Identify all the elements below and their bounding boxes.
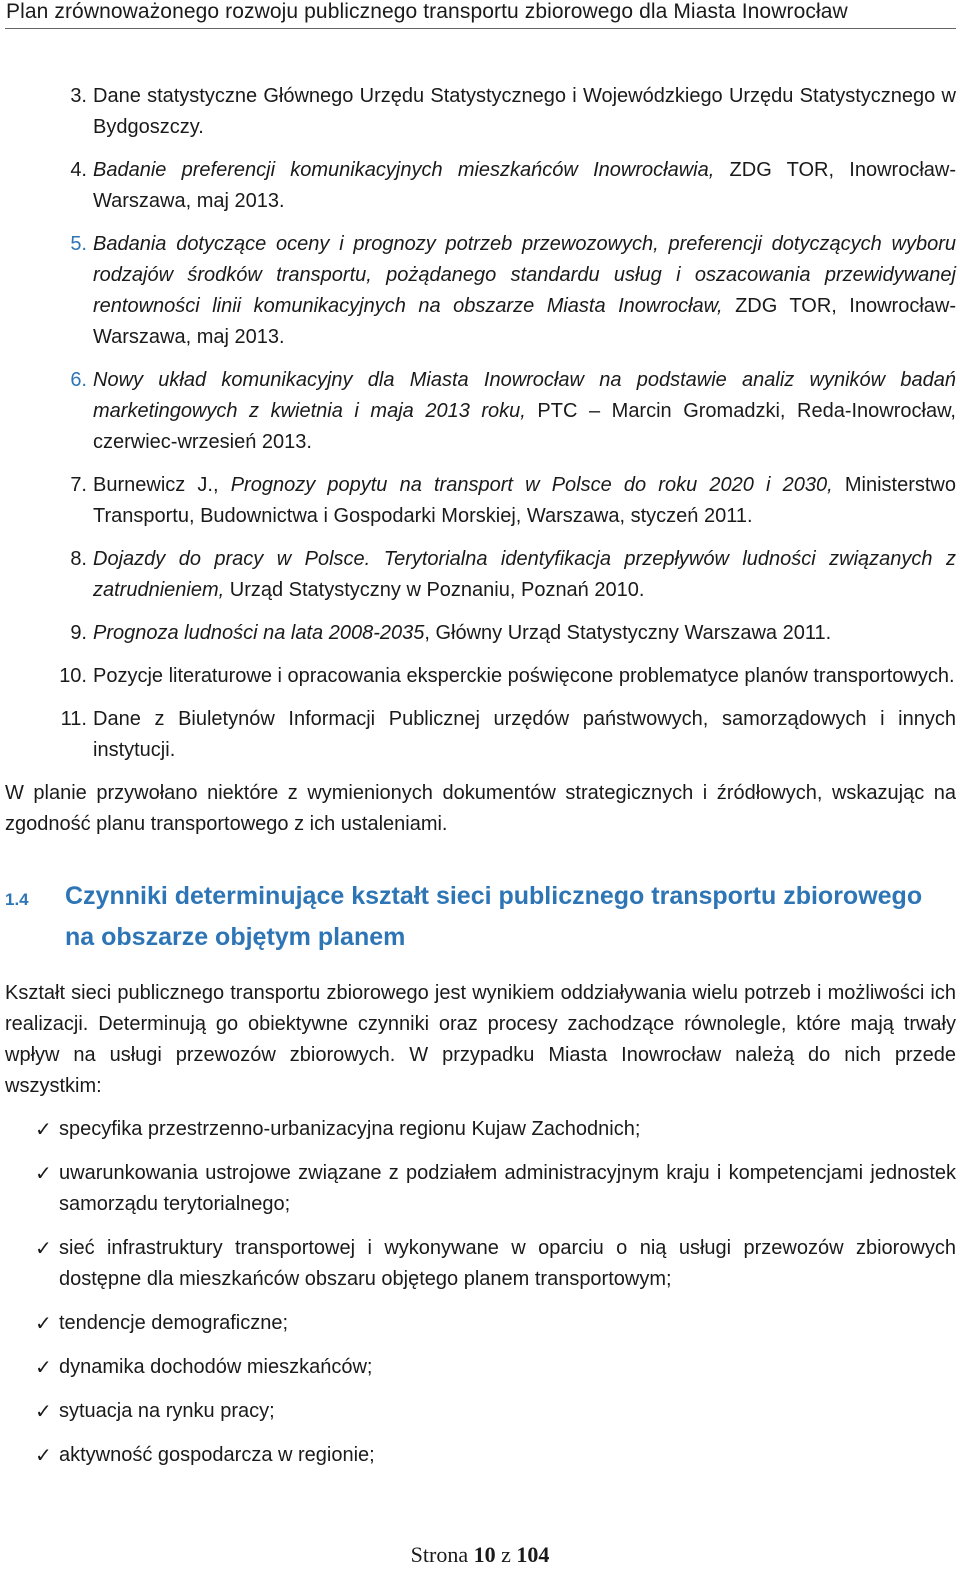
reference-item — [5, 155, 956, 217]
checkmark-icon: ✓ — [35, 1443, 52, 1467]
section-title: Czynniki determinujące kształt sieci publicznego transportu zbiorowego na obszarze objętym planem — [65, 882, 923, 951]
reference-item — [5, 704, 956, 766]
reference-list — [5, 81, 956, 766]
reference-text-part: Dane z Biuletynów Informacji Publicznej urzędów państwowych, samorządowych i innych instytucji. — [93, 708, 956, 761]
reference-number: 3. — [70, 85, 87, 107]
list-item-text: sytuacja na rynku pracy; — [59, 1400, 275, 1422]
list-item-text: tendencje demograficzne; — [59, 1312, 289, 1334]
list-item — [5, 1114, 956, 1145]
reference-number: 6. — [70, 369, 87, 391]
reference-number: 10. — [59, 665, 87, 687]
reference-text-part: Burnewicz J., — [93, 474, 231, 496]
list-item — [5, 1352, 956, 1383]
list-item-text: sieć infrastruktury transportowej i wykonywane w oparciu o nią usługi przewozów zbiorowych dostępne dla mieszkańców obszaru objętego planem transportowym; — [59, 1237, 956, 1290]
reference-number: 8. — [70, 548, 87, 570]
footer-total-pages: 104 — [516, 1542, 550, 1567]
section-heading — [5, 876, 956, 958]
reference-text — [93, 661, 956, 692]
reference-text — [93, 544, 956, 606]
checkmark-icon: ✓ — [35, 1311, 52, 1335]
reference-text — [93, 229, 956, 353]
reference-text-part: ZDG TOR, Inowrocław-Warszawa, maj 2013. — [93, 159, 957, 212]
reference-item — [5, 229, 956, 353]
checkmark-icon: ✓ — [35, 1355, 52, 1379]
footer-page-number: 10 — [473, 1542, 496, 1567]
list-item-text: uwarunkowania ustrojowe związane z podziałem administracyjnym kraju i kompetencjami jednostek samorządu terytorialnego; — [59, 1162, 956, 1215]
reference-text — [93, 618, 956, 649]
reference-item — [5, 661, 956, 692]
list-item — [5, 1308, 956, 1339]
reference-item — [5, 365, 956, 458]
reference-text — [93, 81, 956, 143]
reference-item — [5, 618, 956, 649]
reference-title-italic: Badanie preferencji komunikacyjnych mieszkańców Inowrocławia, — [93, 159, 715, 181]
reference-title-italic: Dojazdy do pracy w Polsce. Terytorialna identyfikacja przepływów ludności związanych z zatrudnieniem, — [93, 548, 956, 601]
reference-title-italic: Prognozy popytu na transport w Polsce do roku 2020 i 2030, — [230, 474, 833, 496]
reference-text-part: Ministerstwo Transportu, Budownictwa i Gospodarki Morskiej, Warszawa, styczeń 2011. — [93, 474, 956, 527]
reference-number: 5. — [70, 233, 87, 255]
footer-mid: z — [495, 1542, 517, 1567]
reference-title-italic: Prognoza ludności na lata 2008-2035 — [93, 622, 425, 644]
list-item — [5, 1396, 956, 1427]
reference-item — [5, 544, 956, 606]
factor-list — [5, 1114, 956, 1471]
reference-text-part: ZDG TOR, Inowrocław-Warszawa, maj 2013. — [93, 295, 957, 348]
reference-text — [93, 704, 956, 766]
reference-text-part: Dane statystyczne Głównego Urzędu Statystycznego i Wojewódzkiego Urzędu Statystycznego w Bydgoszczy. — [93, 85, 956, 138]
page-footer — [0, 1541, 960, 1569]
reference-number: 4. — [70, 159, 87, 181]
reference-number: 11. — [60, 708, 87, 730]
reference-text-part: , Główny Urząd Statystyczny Warszawa 2011. — [424, 622, 832, 644]
reference-text — [93, 470, 956, 532]
paragraph-documents: W planie przywołano niektóre z wymienionych dokumentów strategicznych i źródłowych, wskazując na zgodność planu transportowego z ich ustaleniami. — [5, 782, 956, 835]
reference-text-part: Urząd Statystyczny w Poznaniu, Poznań 2010. — [224, 579, 645, 601]
list-item-text: dynamika dochodów mieszkańców; — [59, 1356, 373, 1378]
list-item — [5, 1233, 956, 1295]
checkmark-icon: ✓ — [35, 1236, 52, 1260]
reference-text — [93, 365, 956, 458]
section-number: 1.4 — [5, 890, 29, 909]
page-header: Plan zrównoważonego rozwoju publicznego transportu zbiorowego dla Miasta Inowrocław — [5, 0, 956, 29]
list-item — [5, 1440, 956, 1471]
reference-text-part: Pozycje literaturowe i opracowania eksperckie poświęcone problematyce planów transportowych. — [93, 665, 955, 687]
reference-number: 7. — [70, 474, 87, 496]
checkmark-icon: ✓ — [35, 1117, 52, 1141]
checkmark-icon: ✓ — [35, 1161, 52, 1185]
checkmark-icon: ✓ — [35, 1399, 52, 1423]
list-item-text: specyfika przestrzenno-urbanizacyjna regionu Kujaw Zachodnich; — [59, 1118, 641, 1140]
paragraph-factors: Kształt sieci publicznego transportu zbiorowego jest wynikiem oddziaływania wielu potrzeb i możliwości ich realizacji. Determinują go obiektywne czynniki oraz procesy zachodzące równolegle, które mają trwały wpływ na usługi przewozów zbiorowych. W przypadku Miasta Inowrocław należą do nich przede wszystkim: — [5, 982, 956, 1097]
reference-title-italic: Nowy układ komunikacyjny dla Miasta Inowrocław na podstawie analiz wyników badań marketingowych z kwietnia i maja 2013 roku, — [93, 369, 956, 422]
list-item-text: aktywność gospodarcza w regionie; — [59, 1444, 375, 1466]
list-item — [5, 1158, 956, 1220]
reference-item — [5, 81, 956, 143]
reference-title-italic: Badania dotyczące oceny i prognozy potrzeb przewozowych, preferencji dotyczących wyboru rodzajów środków transportu, pożądanego standardu usług i oszacowania przewidywanej rentowności linii komunikacyjnych na obszarze Miasta Inowrocław, — [93, 233, 956, 317]
reference-text — [93, 155, 956, 217]
reference-item — [5, 470, 956, 532]
footer-prefix: Strona — [410, 1542, 474, 1567]
reference-number: 9. — [70, 622, 87, 644]
reference-text-part: PTC – Marcin Gromadzki, Reda-Inowrocław, czerwiec-wrzesień 2013. — [93, 400, 956, 453]
